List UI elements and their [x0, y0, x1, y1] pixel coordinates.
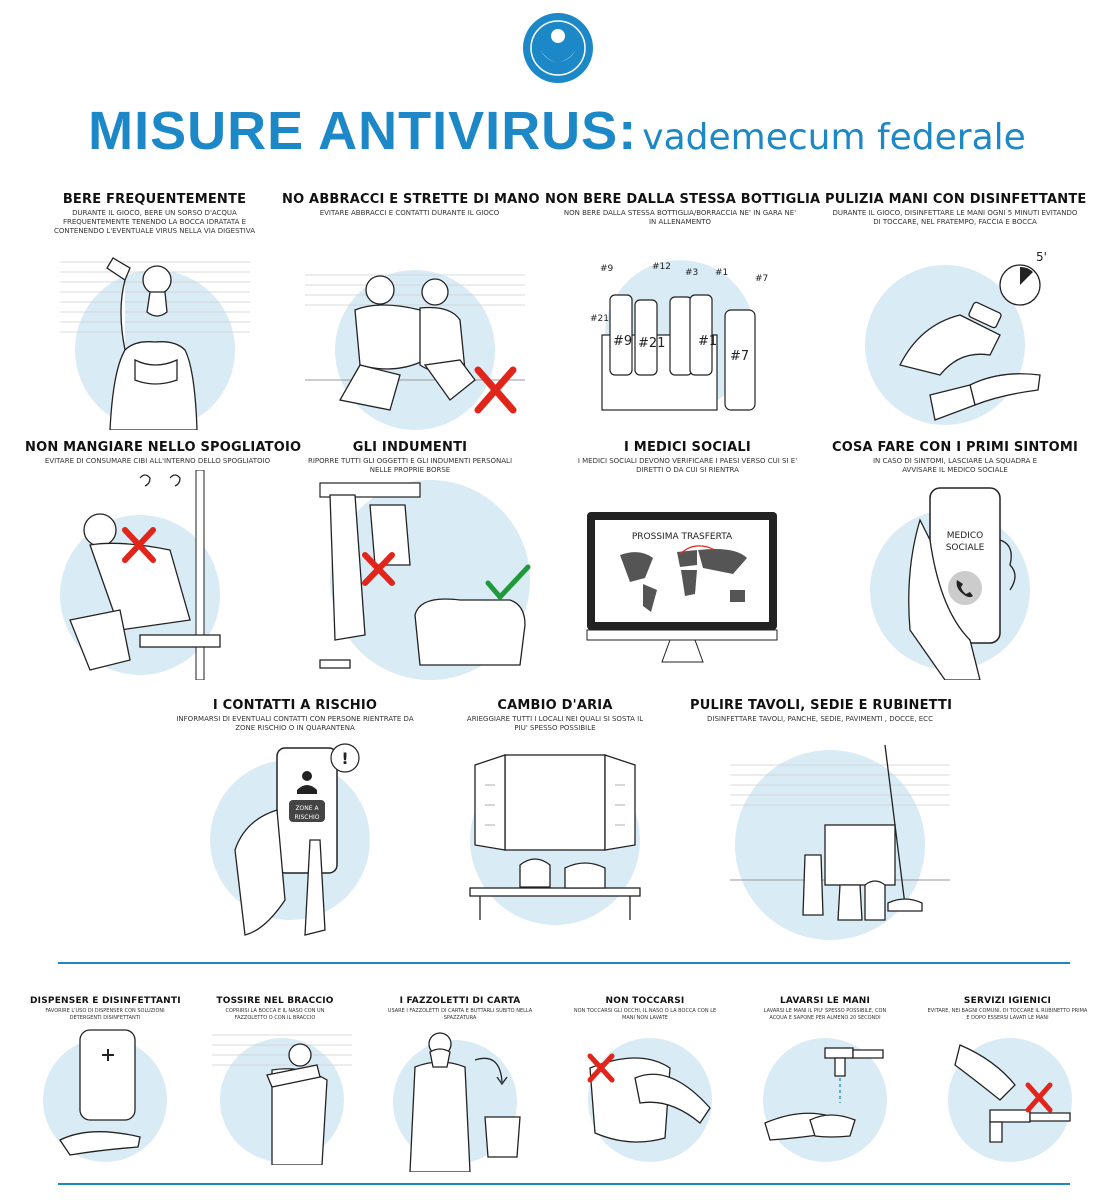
fipav-logo [522, 12, 594, 84]
panel-text: INFORMARSI DI EVENTUALI CONTATTI CON PERSONE RIENTRATE DA ZONE RISCHIO O IN QUARANTENA [176, 715, 414, 733]
panel-contatti-a-rischio [165, 698, 425, 733]
panel-text: DURANTE IL GIOCO, BERE UN SORSO D'ACQUA FREQUENTEMENTE TENENDO LA BOCCA IDRATATA E CONTENENDO L'EVENTUALE VIRUS NELLA VIA DIGESTIVA [53, 209, 255, 236]
monitor-world-map-icon [585, 510, 780, 670]
panel-dispenser [30, 996, 180, 1021]
panel-title: I MEDICI SOCIALI [624, 440, 751, 455]
bottle-label: #7 [755, 274, 769, 284]
panel-title: I FAZZOLETTI DI CARTA [399, 996, 521, 1006]
panel-lavarsi-mani [745, 996, 905, 1021]
panel-title: COSA FARE CON I PRIMI SINTOMI [831, 440, 1078, 455]
bottle-number: #21 [638, 336, 666, 351]
bottle-number: #9 [613, 334, 633, 349]
panel-text: EVITARE, NEI BAGNI COMUNI, DI TOCCARE IL RUBINETTO PRIMA E DOPO ESSERSI LAVATI LE MANI [927, 1008, 1088, 1021]
panel-title: NON MANGIARE NELLO SPOGLIATOIO [25, 440, 302, 455]
title-light: vademecum federale [642, 117, 1026, 158]
panel-title: NO ABBRACCI E STRETTE DI MANO [282, 192, 540, 207]
drinking-athlete-icon [55, 250, 255, 430]
cleaning-supplies-icon [730, 735, 970, 945]
panel-title: PULIRE TAVOLI, SEDIE E RUBINETTI [690, 698, 953, 713]
panel-text: COPRIRSI LA BOCCA E IL NASO CON UN FAZZOLETTO O CON IL BRACCIO [225, 1008, 325, 1021]
risk-zone-line-1: ZONE A [295, 805, 319, 812]
panel-text: DURANTE IL GIOCO, DISINFETTARE LE MANI OGNI 5 MINUTI EVITANDO DI TOCCARE, NEL FRATEMPO, FACCIA E BOCCA [832, 209, 1078, 227]
panel-no-abbracci [282, 192, 540, 218]
page-title [0, 100, 1114, 162]
bottle-number: #7 [730, 349, 750, 364]
sanitizer-hands-icon [860, 245, 1060, 430]
water-bottles-icon [580, 255, 780, 415]
bottle-label: #9 [600, 264, 614, 274]
panel-text: RIPORRE TUTTI GLI OGGETTI E GLI INDUMENTI PERSONALI NELLE PROPRIE BORSE [307, 457, 513, 475]
panel-pulizia-mani [825, 192, 1085, 227]
do-not-touch-face-icon [580, 1028, 720, 1168]
panel-title: NON BERE DALLA STESSA BOTTIGLIA [545, 192, 821, 207]
panel-fazzoletti [375, 996, 545, 1021]
open-window-icon [460, 740, 650, 940]
panel-text: DISINFETTARE TAVOLI, PANCHE, SEDIE, PAVIMENTI , DOCCE, ECC [707, 715, 933, 723]
panel-servizi-igienici [925, 996, 1090, 1021]
bathroom-tap-icon [945, 1025, 1085, 1170]
panel-title: BERE FREQUENTEMENTE [62, 192, 247, 207]
phone-doctor-call-icon [860, 480, 1060, 680]
soap-dispenser-icon [40, 1025, 180, 1165]
panel-gli-indumenti [300, 440, 520, 475]
monitor-title: PROSSIMA TRASFERTA [631, 532, 733, 542]
panel-title: CAMBIO D'ARIA [497, 698, 613, 713]
panel-text: ARIEGGIARE TUTTI I LOCALI NEI QUALI SI SOSTA IL PIU' SPESSO POSSIBILE [466, 715, 644, 733]
panel-title: DISPENSER E DISINFETTANTI [30, 996, 181, 1006]
panel-title: PULIZIA MANI CON DISINFETTANTE [825, 192, 1087, 207]
panel-title: NON TOCCARSI [605, 996, 685, 1006]
panel-title: LAVARSI LE MANI [779, 996, 871, 1006]
panel-medici-sociali [555, 440, 820, 475]
contact-line-2: SOCIALE [945, 543, 985, 553]
panel-non-toccarsi [565, 996, 725, 1021]
panel-text: EVITARE DI CONSUMARE CIBI ALL'INTERNO DELLO SPOGLIATOIO [44, 457, 271, 465]
panel-pulire-tavoli [690, 698, 953, 724]
title-bold: MISURE ANTIVIRUS: [88, 101, 638, 161]
cough-into-elbow-icon [212, 1025, 352, 1165]
panel-non-bere-stessa-bottiglia [545, 192, 821, 227]
panel-text: FAVORIRE L'USO DI DISPENSER CON SOLUZIONI DETERGENTI DISINFETTANTI [45, 1008, 165, 1021]
alert-mark: ! [341, 749, 349, 768]
panel-bere-frequentemente [32, 192, 277, 236]
bottle-label: #3 [685, 268, 699, 278]
panel-text: IN CASO DI SINTOMI, LASCIARE LA SQUADRA E AVVISARE IL MEDICO SOCIALE [872, 457, 1038, 475]
contact-line-1: MEDICO [946, 531, 984, 541]
panel-primi-sintomi [830, 440, 1080, 475]
panel-title: TOSSIRE NEL BRACCIO [216, 996, 334, 1006]
panel-text: LAVARSI LE MANI IL PIU' SPESSO POSSIBILE, CON ACQUA E SAPONE PER ALMENO 20 SECONDI [763, 1008, 887, 1021]
clothes-and-bag-icon [310, 475, 540, 685]
section-divider [58, 962, 1070, 964]
panel-text: NON BERE DALLA STESSA BOTTIGLIA/BORRACCIA NE' IN GARA NE' IN ALLENAMENTO [563, 209, 797, 227]
timer-label: 5' [1036, 250, 1047, 264]
panel-text: I MEDICI SOCIALI DEVONO VERIFICARE I PAESI VERSO CUI SI E' DIRETTI O DA CUI SI RIENTRA [577, 457, 798, 475]
panel-title: I CONTATTI A RISCHIO [212, 698, 378, 713]
hand-washing-icon [760, 1028, 900, 1168]
phone-risk-zone-icon [205, 740, 385, 940]
panel-text: NON TOCCARSI GLI OCCHI, IL NASO O LA BOCCA CON LE MANI NON LAVATE [573, 1008, 717, 1021]
panel-non-mangiare [25, 440, 302, 466]
tissue-bin-icon [390, 1022, 540, 1172]
panel-title: SERVIZI IGIENICI [963, 996, 1052, 1006]
risk-zone-line-2: RISCHIO [294, 814, 320, 821]
bottle-label: #21 [590, 314, 609, 324]
bottle-label: #12 [652, 262, 671, 272]
panel-text: EVITARE ABBRACCI E CONTATTI DURANTE IL GIOCO [319, 209, 500, 217]
eating-in-locker-room-icon [60, 470, 260, 680]
panel-tossire [205, 996, 345, 1021]
bottom-divider [58, 1183, 1070, 1185]
panel-cambio-aria [455, 698, 655, 733]
panel-text: USARE I FAZZOLETTI DI CARTA E BUTTARLI SUBITO NELLA SPAZZATURA [387, 1008, 533, 1021]
panel-title: GLI INDUMENTI [352, 440, 468, 455]
hugging-players-icon [300, 250, 530, 430]
bottle-number: #1 [698, 334, 718, 349]
bottle-label: #1 [715, 268, 729, 278]
